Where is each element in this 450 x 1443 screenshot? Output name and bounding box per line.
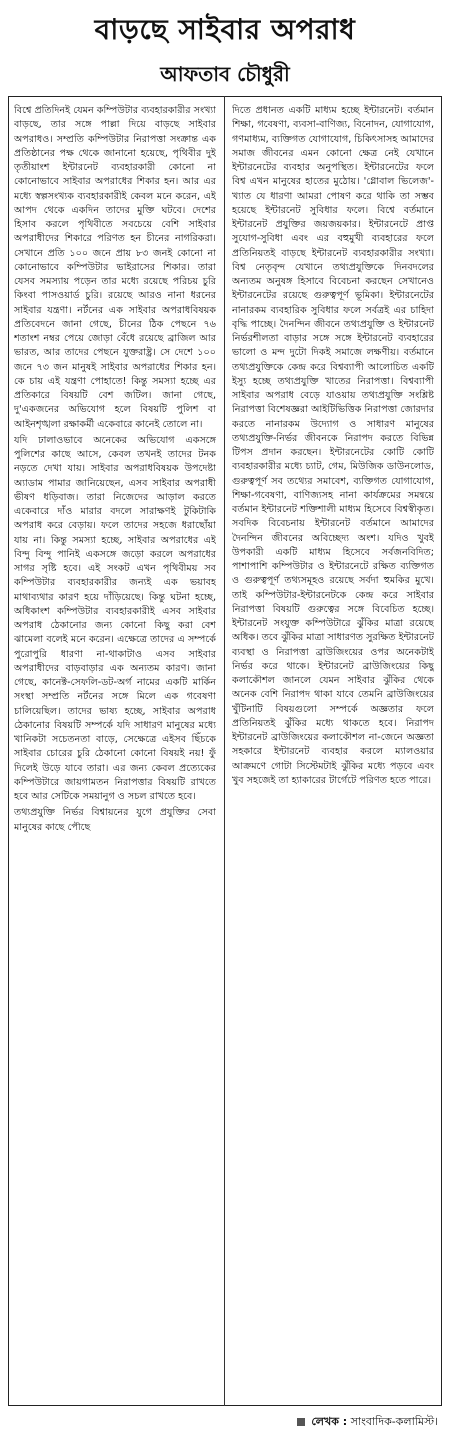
body-paragraph: দিতে প্রধানত একটি মাধ্যম হচ্ছে ইন্টারনেট। বর্তমান শিক্ষা, গবেষণা, ব্যবসা-বাণিজ্য, বিনোদন, যোগাযোগ, গণমাধ্যম, ব্যক্তিগত যোগাযোগ, চিকিৎসাসহ আমাদের সমাজ জীবনের এমন কোনো ক্ষেত্র নেই যেখানে ইন্টারনেটের ব্যবহার অনুপস্থিত। ইন্টারনেটের ফলে বিশ্ব এখন মানুষের হাতের মুঠোয়। 'গ্লোবাল ভিলেজ'-খ্যাত যে ধারণা আমরা পোষণ করে থাকি তা সম্ভব হয়েছে ইন্টারনেট সুবিধার ফলে। বিশ্বে বর্তমানে ইন্টারনেট প্রযুক্তির জয়জয়কার। ইন্টারনেটে প্রাপ্ত সুযোগ-সুবিধা এবং এর বহুমুখী ব্যবহারের ফলে প্রতিনিয়তই বাড়ছে ইন্টারনেট ব্যবহারকারীর সংখ্যা। বিশ্ব নেতৃবৃন্দ যেখানে তথ্যপ্রযুক্তিকে দিনবদলের অন্যতম অনুষঙ্গ হিসাবে বিবেচনা করছেন সেখানেও ইন্টারনেটের রয়েছে গুরুত্বপূর্ণ ভূমিকা। ইন্টারনেটের নানারকম ব্যবহারিক সুবিধার ফলে সর্বত্রই এর চাহিদা বৃদ্ধি পাচ্ছে। দৈনন্দিন জীবনে তথ্যপ্রযুক্তি ও ইন্টারনেট নির্ভরশীলতা বাড়ার সঙ্গে সঙ্গে ইন্টারনেট ব্যবহারের ভালো ও মন্দ দুটো দিকই সমাজে লক্ষণীয়। বর্তমানে তথ্যপ্রযুক্তিকে কেন্দ্র করে বিশ্বব্যাপী আলোচিত একটি ইস্যু হচ্ছে তথ্যপ্রযুক্তি খাতের নিরাপত্তা। বিশ্বব্যাপী সাইবার অপরাধ বেড়ে যাওয়ায় তথ্যপ্রযুক্তি সংশ্লিষ্ট নিরাপত্তা বিশেষজ্ঞরা আইটিভিত্তিক নিরাপত্তা জোরদার করতে নানারকম উদ্যোগ ও সাধারণ মানুষের তথ্যপ্রযুক্তি-নির্ভর জীবনকে নিরাপদ করতে বিভিন্ন টিপস প্রদান করছেন। ইন্টারনেটের কোটি কোটি ব্যবহারকারীর মধ্যে চ্যাট, গেম, মিউজিক ডাউনলোড, গুরুত্বপূর্ণ সব তথ্যের সমাবেশ, ব্যক্তিগত যোগাযোগ, শিক্ষা-গবেষণা, বাণিজ্যসহ নানা কার্যক্রমের সমন্বয়ে বর্তমান ইন্টারনেট শক্তিশালী মাধ্যম হিসেবে বিশ্বস্বীকৃত। সবদিক বিবেচনায় ইন্টারনেট বর্তমানে আমাদের দৈনন্দিন জীবনের অবিচ্ছেদ্য অংশ। যদিও খুবই উপকারী একটি মাধ্যম হিসেবে সর্বজনবিদিত; পাশাপাশি কম্পিউটার ও ইন্টারনেটে রক্ষিত ব্যক্তিগত ও গুরুত্বপূর্ণ তথ্যসমূহও রয়েছে সর্বদা হুমকির মুখে। তাই কম্পিউটার-ইন্টারনেটকে কেন্দ্র করে সাইবার নিরাপত্তা বিষয়টি গুরুত্বের সঙ্গে বিবেচিত হচ্ছে। ইন্টারনেট সংযুক্ত কম্পিউটারে ঝুঁকির মাত্রা রয়েছে অধিক। তবে ঝুঁকির মাত্রা সাধারণত সুরক্ষিত ইন্টারনেট ব্যবস্থা ও নিরাপত্তা ব্রাউজিংয়ের ওপর অনেকটাই নির্ভর করে থাকে। ইন্টারনেট ব্রাউজিংয়ের কিছু কলাকৌশল জানলে যেমন সাইবার ঝুঁকির থেকে অনেক বেশি নিরাপদ থাকা যাবে তেমনি ব্রাউজিংয়ের খুঁটিনাটি বিষয়গুলো সম্পর্কে অজ্ঞতার ফলে প্রতিনিয়তই ঝুঁকির মধ্যে থাকতে হবে। নিরাপদ ইন্টারনেট ব্রাউজিংয়ের কলাকৌশল না-জেনে অজ্ঞতা সহকারে ইন্টারনেট ব্যবহার করলে ম্যালওয়ার আক্রমণে গোটা সিস্টেমটাই ঝুঁকির মধ্যে পড়বে এবং খুব সহজেই তা হ্যাকারের টার্গেটে পরিণত হতে পারে। <box>232 105 434 786</box>
article-byline: আফতাব চৌধুরী <box>160 62 290 86</box>
body-paragraph: তথ্যপ্রযুক্তি নির্ভর বিশ্বায়নের যুগে প্রযুক্তির সেবা মানুষের কাছে পৌছে <box>14 807 216 833</box>
author-role: সাংবাদিক-কলামিস্ট। <box>350 1415 438 1428</box>
body-paragraph: বিশ্বে প্রতিদিনই যেমন কম্পিউটার ব্যবহারকারীর সংখ্যা বাড়ছে, তার সঙ্গে পাল্লা দিয়ে বাড়ছে সাইবার অপরাধও। সম্প্রতি কম্পিউটার নিরাপত্তা সংক্রান্ত এক প্রতিষ্ঠানের পক্ষ থেকে জানানো হয়েছে, পৃথিবীর দুই তৃতীয়াংশ ইন্টারনেট ব্যবহারকারী কোনো না কোনোভাবে সাইবার অপরাধের শিকার হন। আর এর মধ্যে স্বল্পসংখ্যক ব্যবহারকারীই কেবল মনে করেন, এই আপদ থেকে একদিন তাদের মুক্তি ঘটবে। দেশের হিসাব করলে পৃথিবীতে সবচেয়ে বেশি সাইবার অপরাধীদের শিকারে পরিণত হন চীনের নাগরিকরা। সেখানে প্রতি ১০০ জনে প্রায় ৮৩ জনই কোনো না কোনোভাবে কম্পিউটার ভাইরাসের শিকার। তারা যেসব সমস্যায় পড়েন তার মধ্যে রয়েছে পরিচয় চুরি কিংবা পাসওয়ার্ড চুরি। রয়েছে আরও নানা ধরনের সাইবার যন্ত্রণা। নর্টনের এক সাইবার অপরাধবিষয়ক প্রতিবেদনে জানা গেছে, চীনের ঠিক পেছনে ৭৬ শতাংশ নম্বর পেয়ে জোড়া বেঁধে রয়েছে ব্রাজিল আর ভারত, আর তাদের পেছনে যুক্তরাষ্ট্র। সে দেশে ১০০ জনে ৭৩ জন মানুষই সাইবার অপরাধের শিকার হন। কে চায় এই যন্ত্রণা পোহাতে! কিন্তু সমস্যা হচ্ছে এর প্রতিকারে বিষয়টি বেশ জটিল। জানা গেছে, দু'একজনের অভিযোগ হলে বিষয়টি পুলিশ বা আইনশৃঙ্খলা রক্ষাকর্মী একেবারে কানেই তোলে না। <box>14 105 216 430</box>
column-divider <box>224 96 225 1406</box>
author-label: লেখক : <box>311 1415 348 1428</box>
author-note <box>297 1413 438 1432</box>
article-column-left <box>14 104 216 1399</box>
article-column-right <box>232 104 434 1399</box>
article-headline: বাড়ছে সাইবার অপরাধ <box>94 13 356 46</box>
bullet-square-icon <box>297 1418 305 1426</box>
body-paragraph: যদি ঢালাওভাবে অনেকের অভিযোগ একসঙ্গে পুলিশের কাছে আসে, কেবল তখনই তাদের টনক নড়তে দেখা যায়। সাইবার অপরাধবিষয়ক উপদেষ্টা অ্যাডাম পামার জানিয়েছেন, এসব সাইবার অপরাধী ভীষণ ধড়িবাজ। তারা নিজেদের আড়াল করতে একেবারে দাঁও মারার বদলে সারাক্ষণই টুকিটাকি অপরাধ করে বেড়ায়। ফলে তাদের সহজে ধরাছোঁয়া যায় না। কিন্তু সমস্যা হচ্ছে, সাইবার অপরাধের এই বিন্দু বিন্দু পানিই একসঙ্গে জড়ো করলে অপরাধের সাগর সৃষ্টি হবে। এই সংকট এখন পৃথিবীময় সব কম্পিউটার ব্যবহারকারীর জন্যই এক ভয়াবহ মাথাব্যথার কারণ হয়ে দাঁড়িয়েছে। কিন্তু ঘটনা হচ্ছে, অধিকাংশ কম্পিউটার ব্যবহারকারীই এসব সাইবার অপরাধ ঠেকানোর জন্য কোনো কিছু করা বেশ ঝামেলা বলেই মনে করেন। এক্ষেত্রে তাদের এ সম্পর্কে পুরোপুরি ধারণা না-থাকাটাও এসব সাইবার অপরাধীদের বাড়বাড়ার এক অন্যতম কারণ। জানা গেছে, কানেক্ট-সেফলি-ডট-অর্গ নামের একটি মার্কিন সংস্থা সম্প্রতি নর্টনের সঙ্গে মিলে এক গবেষণা চালিয়েছিল। তাদের ভাষ্য হচ্ছে, সাইবার অপরাধ ঠেকানোর বিষয়টি সম্পর্কে যদি সাধারণ মানুষের মধ্যে খানিকটা সচেতনতা বাড়ে, সেক্ষেত্রে এইসব ছিঁচকে সাইবার চোরের চুরি ঠেকানো কোনো বিষয়ই নয়! ফুঁ দিলেই উড়ে যাবে তারা। এর জন্য কেবল প্রত্যেকের কম্পিউটারে জায়গামতন নিরাপত্তার বিষয়টি রাখতে হবে আর সেটিকে সময়ানুগ ও সচল রাখতে হবে। <box>14 434 216 802</box>
